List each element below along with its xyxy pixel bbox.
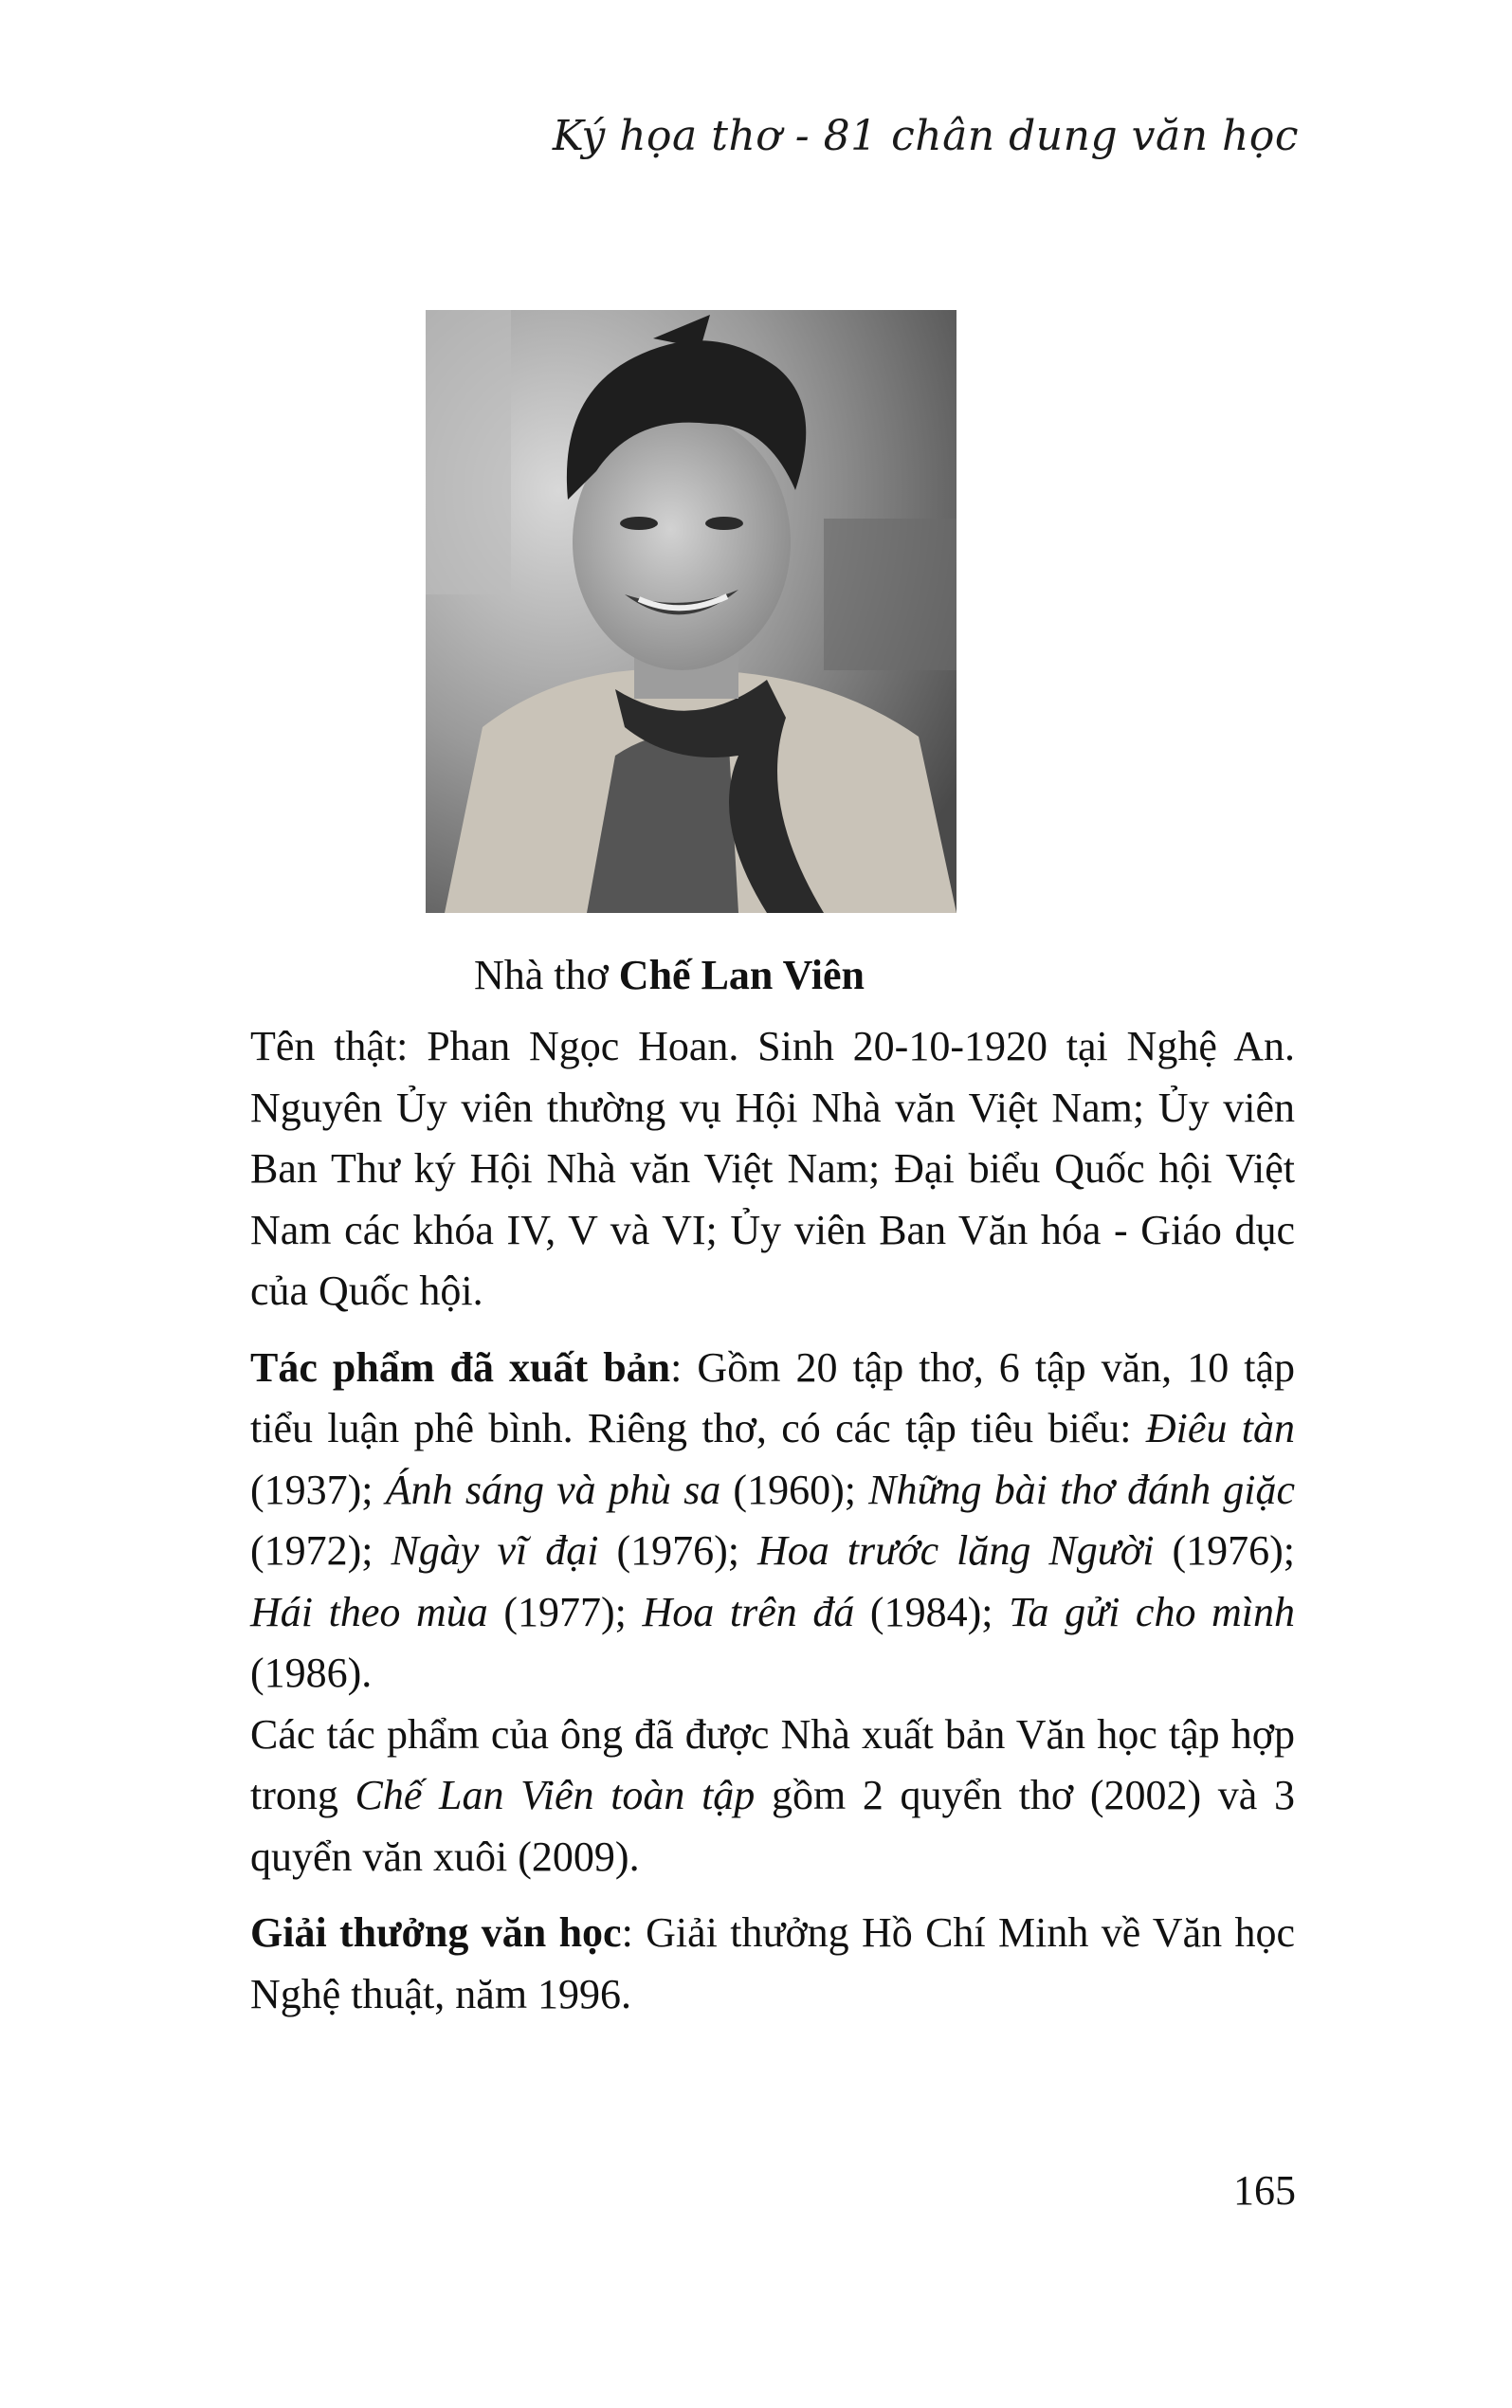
page-number: 165 xyxy=(1233,2167,1296,2214)
work-title: Ta gửi cho mình xyxy=(1009,1588,1296,1635)
works-label: Tác phẩm đã xuất bản xyxy=(250,1343,671,1391)
poet-name: Chế Lan Viên xyxy=(618,952,865,998)
bio-paragraph: Tên thật: Phan Ngọc Hoan. Sinh 20-10-1920 tại Nghệ An. Nguyên Ủy viên thường vụ Hội Nhà văn Việt Nam; Ủy viên Ban Thư ký Hội Nhà văn Việt Nam; Đại biểu Quốc hội Việt Nam các khóa IV, V và VI; Ủy viên Ban Văn hóa - Giáo dục của Quốc hội. xyxy=(250,1023,1295,1314)
work-title: Hái theo mùa xyxy=(250,1588,488,1635)
work-title: Ánh sáng và phù sa xyxy=(385,1466,721,1513)
work-title: Hoa trên đá xyxy=(642,1588,855,1635)
collection-paragraph: Các tác phẩm của ông đã được Nhà xuất bản Văn học tập hợp trong Chế Lan Viên toàn tập gồm 2 quyển thơ (2002) và 3 quyển văn xuôi (2009). xyxy=(250,1710,1295,1880)
photo-caption xyxy=(474,948,865,1003)
collection-title: Chế Lan Viên toàn tập xyxy=(355,1772,756,1818)
work-title: Những bài thơ đánh giặc xyxy=(868,1466,1296,1513)
work-title: Hoa trước lăng Người xyxy=(757,1527,1155,1574)
award-label: Giải thưởng văn học xyxy=(250,1909,622,1956)
biography-text xyxy=(250,1016,1295,2025)
running-header: Ký họa thơ - 81 chân dung văn học xyxy=(552,112,1299,160)
award-paragraph: Giải thưởng văn học: Giải thưởng Hồ Chí Minh về Văn học Nghệ thuật, năm 1996. xyxy=(250,1909,1295,2017)
work-title: Ngày vĩ đại xyxy=(391,1527,599,1574)
caption-prefix: Nhà thơ xyxy=(474,952,619,998)
portrait-photo xyxy=(426,310,956,913)
works-paragraph: Tác phẩm đã xuất bản: Gồm 20 tập thơ, 6 tập văn, 10 tập tiểu luận phê bình. Riêng thơ, có các tập tiêu biểu: Điêu tàn (1937); Ánh sáng và phù sa (1960); Những bài thơ đánh giặc (1972); Ngày vĩ đại (1976); Hoa trước lăng Người (1976); Hái theo mùa (1977); Hoa trên đá (1984); Ta gửi cho mình (1986). xyxy=(250,1343,1296,1696)
work-title: Điêu tàn xyxy=(1145,1405,1295,1451)
portrait-illustration xyxy=(426,310,956,913)
